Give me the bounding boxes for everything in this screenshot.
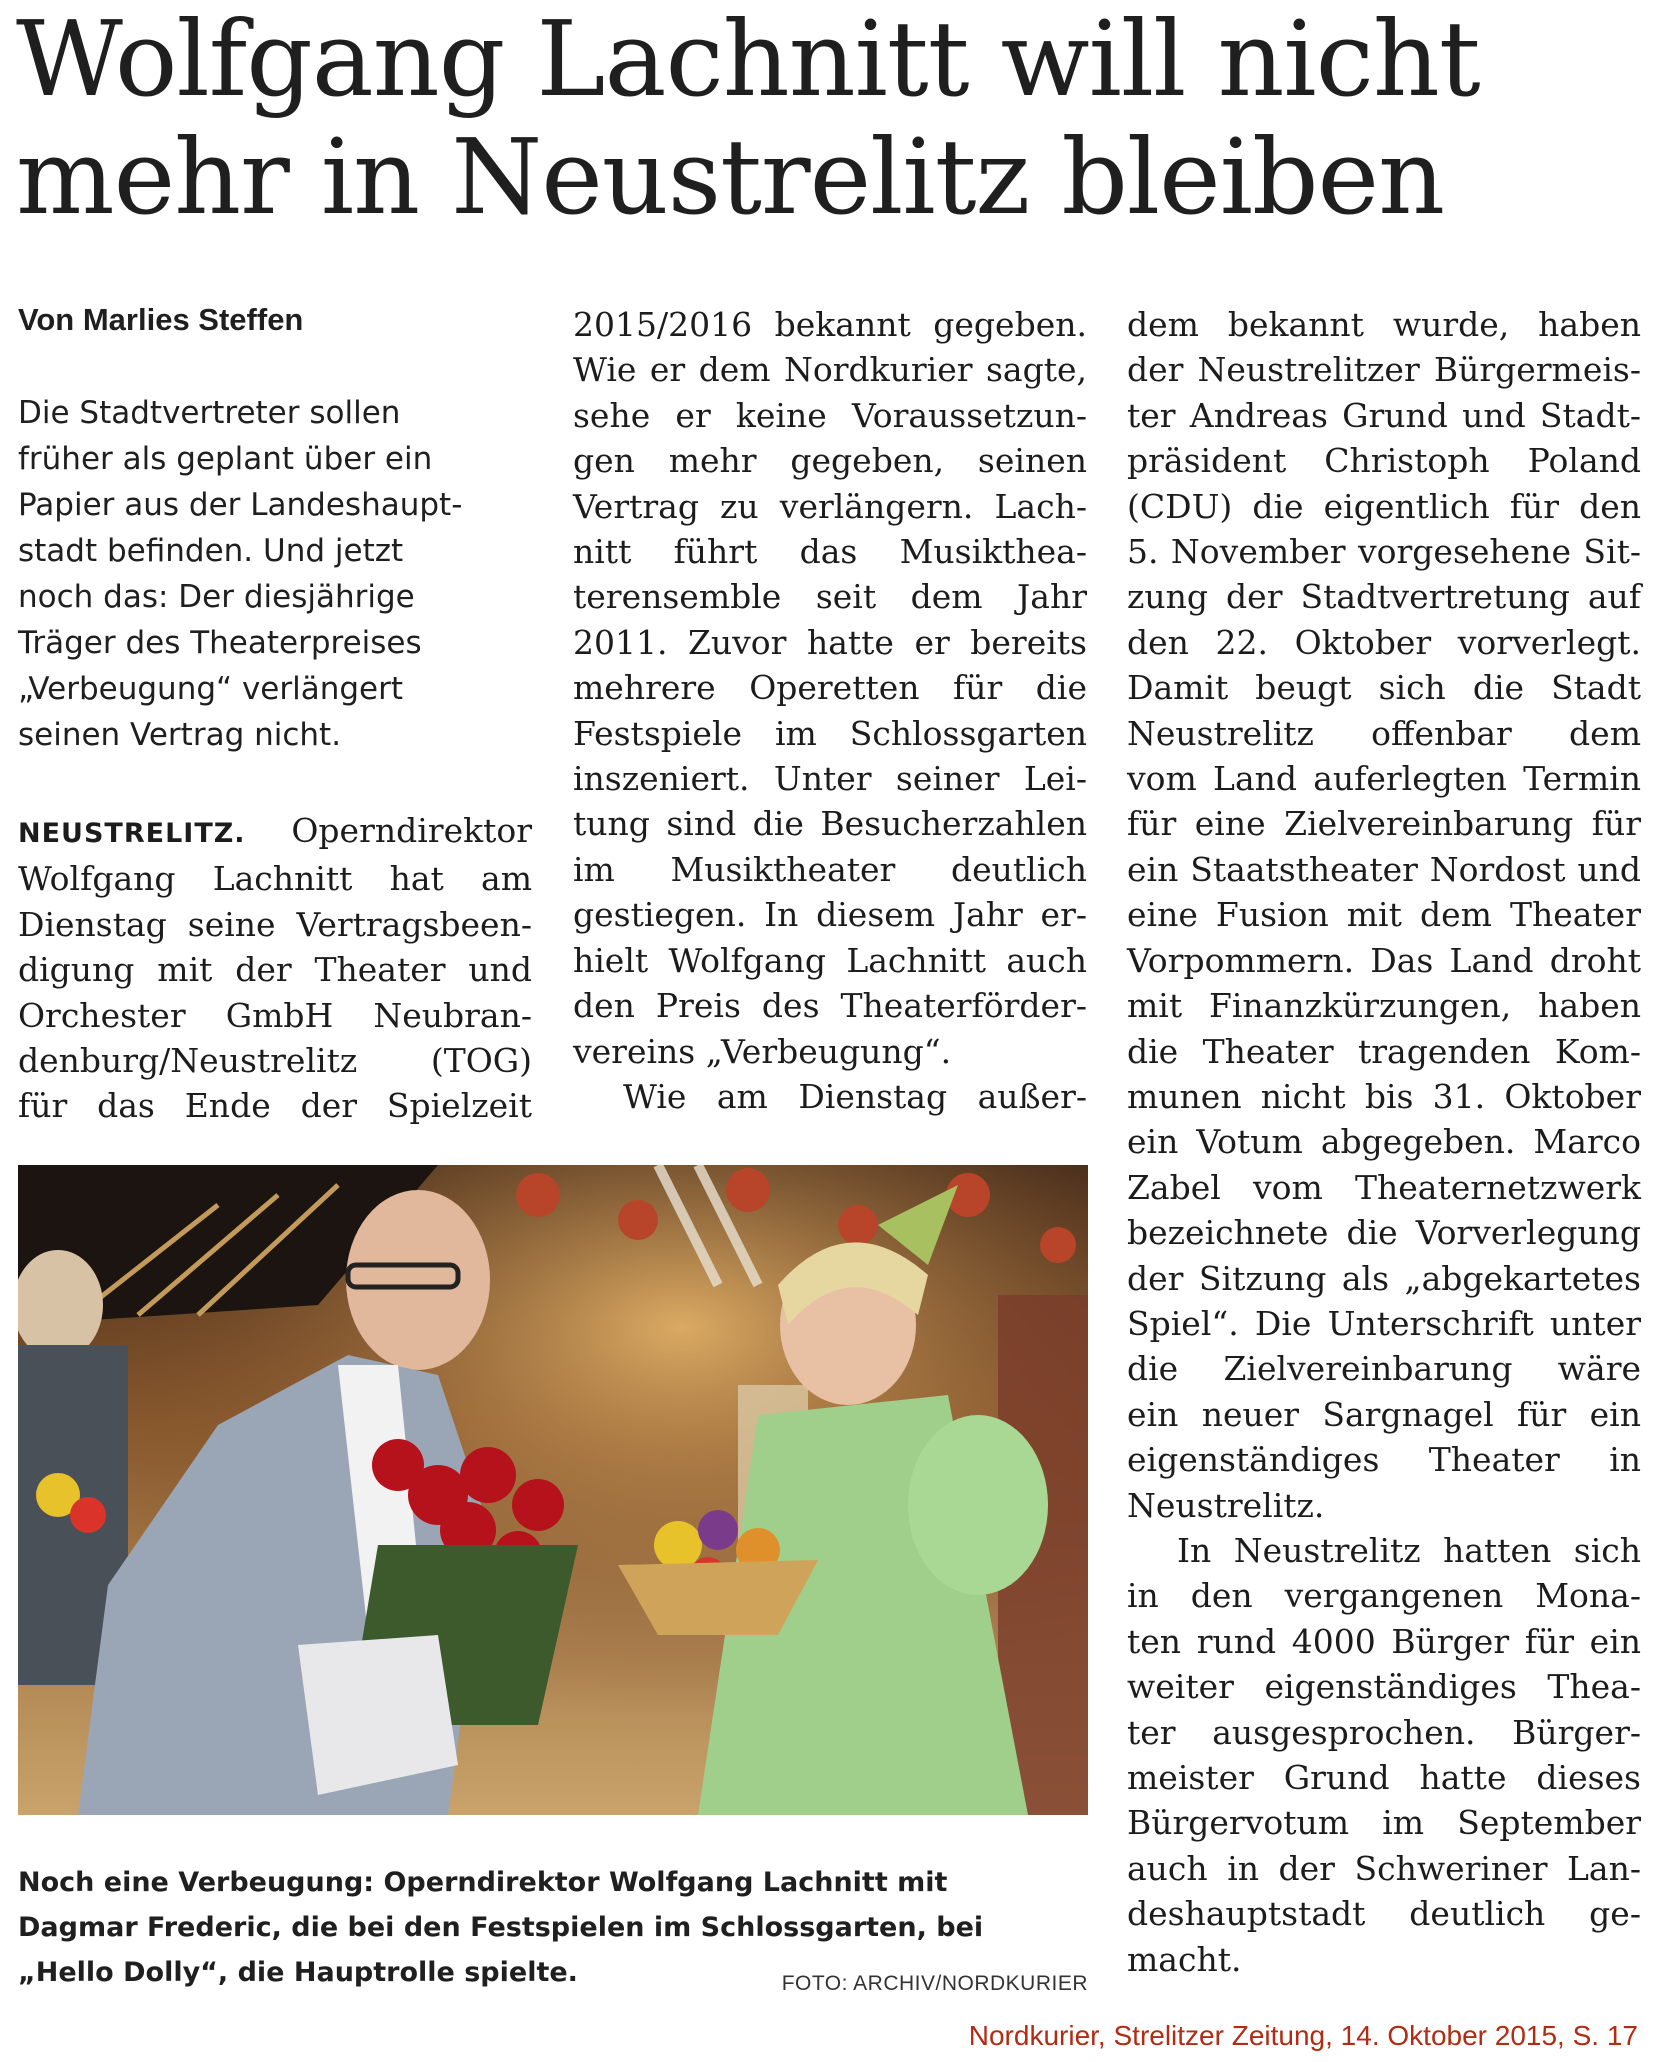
body-line: 5. November vorgesehene Sit- <box>1127 532 1641 572</box>
body-line: den 22. Oktober vorverlegt. <box>1127 622 1641 662</box>
body-line: Neustrelitz offenbar dem <box>1127 713 1641 753</box>
teaser-line: stadt befinden. Und jetzt <box>18 533 404 569</box>
teaser-line: früher als geplant über ein <box>18 441 433 477</box>
body-line: Damit beugt sich die Stadt <box>1127 668 1641 708</box>
body-line: 2011. Zuvor hatte er bereits <box>573 622 1087 662</box>
body-line: auch in der Schweriner Lan- <box>1127 1848 1641 1888</box>
body-line: vom Land auferlegten Termin <box>1127 759 1641 799</box>
article-photo <box>18 1165 1088 1815</box>
teaser-line: Träger des Theaterpreises <box>18 625 422 661</box>
body-line: ein Votum abgegeben. Marco <box>1127 1122 1641 1162</box>
body-line: In Neustrelitz hatten sich <box>1177 1530 1641 1570</box>
body-line: inszeniert. Unter seiner Lei- <box>573 759 1087 799</box>
body-line: zung der Stadtvertretung auf <box>1127 577 1641 617</box>
body-line: mit Finanzkürzungen, haben <box>1127 986 1641 1026</box>
body-column-2 <box>573 302 1087 1119</box>
photo-credit: FOTO: ARCHIV/NORDKURIER <box>781 1972 1088 1995</box>
body-line: bezeichnete die Vorverlegung <box>1127 1213 1641 1253</box>
body-line: munen nicht bis 31. Oktober <box>1127 1076 1641 1116</box>
body-line: (CDU) die eigentlich für den <box>1127 486 1641 526</box>
body-line: Zabel vom Theaternetzwerk <box>1127 1167 1641 1207</box>
body-line: meister Grund hatte dieses <box>1127 1758 1641 1797</box>
caption-line: Noch eine Verbeugung: Operndirektor Wolfgang Lachnitt mit <box>18 1867 948 1898</box>
teaser <box>18 390 538 758</box>
body-line-text: Operndirektor <box>245 811 532 850</box>
body-line: die Theater tragenden Kom- <box>1127 1031 1641 1071</box>
body-line: in den vergangenen Mona- <box>1127 1576 1641 1616</box>
body-line: terensemble seit dem Jahr <box>573 577 1087 617</box>
body-line: eine Fusion mit dem Theater <box>1127 895 1641 935</box>
body-line: Dienstag seine Vertragsbeen- <box>18 904 532 944</box>
body-line: macht. <box>1127 1939 1242 1979</box>
body-line: Wolfgang Lachnitt hat am <box>18 859 532 899</box>
byline: Von Marlies Steffen <box>18 302 304 337</box>
body-line: präsident Christoph Poland <box>1127 441 1641 481</box>
body-column-1 <box>18 808 532 1129</box>
caption-line: „Hello Dolly“, die Hauptrolle spielte. <box>18 1957 578 1988</box>
body-line: tung sind die Besucherzahlen <box>573 804 1087 844</box>
body-line: deshauptstadt deutlich ge- <box>1127 1894 1641 1934</box>
body-line: ten rund 4000 Bürger für ein <box>1127 1621 1641 1661</box>
body-line: ein Staatstheater Nordost und <box>1127 849 1641 889</box>
headline-line: Wolfgang Lachnitt will nicht <box>16 0 1480 120</box>
body-line: die Zielvereinbarung wäre <box>1127 1349 1641 1389</box>
headline <box>16 0 1646 236</box>
body-line: weiter eigenständiges Thea- <box>1127 1667 1641 1707</box>
body-line: Festspiele im Schlossgarten <box>573 713 1087 753</box>
body-line: Bürgervotum im September <box>1127 1803 1641 1843</box>
teaser-line: Die Stadtvertreter sollen <box>18 395 401 431</box>
body-line: Orchester GmbH Neubran- <box>18 995 532 1035</box>
body-line: Neustrelitz. <box>1127 1485 1325 1525</box>
body-line: für eine Zielvereinbarung für <box>1127 804 1641 844</box>
body-line: hielt Wolfgang Lachnitt auch <box>573 940 1087 980</box>
body-column-3 <box>1127 302 1641 1982</box>
body-line: digung mit der Theater und <box>18 950 532 990</box>
dateline: NEUSTRELITZ. <box>18 818 246 849</box>
body-line: gen mehr gegeben, seinen <box>573 441 1087 481</box>
teaser-line: Papier aus der Landeshaupt- <box>18 487 463 523</box>
caption-line: Dagmar Frederic, die bei den Festspielen im Schlossgarten, bei <box>18 1912 984 1943</box>
teaser-line: seinen Vertrag nicht. <box>18 717 342 753</box>
body-line: dem bekannt wurde, haben <box>1127 305 1641 344</box>
body-line: Wie er dem Nordkurier sagte, <box>573 350 1087 390</box>
body-line: der Neustrelitzer Bürgermeis- <box>1127 350 1641 390</box>
body-line: 2015/2016 bekannt gegeben. <box>573 305 1087 344</box>
body-line: gestiegen. In diesem Jahr er- <box>573 895 1087 935</box>
body-line: ter Andreas Grund und Stadt- <box>1127 395 1641 435</box>
body-line: der Sitzung als „abgekartetes <box>1127 1258 1641 1298</box>
body-line: sehe er keine Voraussetzun- <box>573 395 1087 435</box>
body-line: nitt führt das Musikthea- <box>573 532 1087 572</box>
body-line: Vertrag zu verlängern. Lach- <box>573 486 1087 526</box>
body-line: im Musiktheater deutlich <box>573 849 1087 889</box>
body-line: Spiel“. Die Unterschrift unter <box>1127 1303 1641 1343</box>
body-line: ter ausgesprochen. Bürger- <box>1127 1712 1641 1752</box>
body-line <box>18 808 532 856</box>
body-line: den Preis des Theaterförder- <box>573 986 1087 1026</box>
body-line: ein neuer Sargnagel für ein <box>1127 1394 1641 1434</box>
body-line: eigenständiges Theater in <box>1127 1440 1641 1480</box>
body-line: für das Ende der Spielzeit <box>18 1086 532 1126</box>
body-line: Vorpommern. Das Land droht <box>1127 940 1641 980</box>
teaser-line: „Verbeugung“ verlängert <box>18 671 404 707</box>
headline-line: mehr in Neustrelitz bleiben <box>16 116 1445 238</box>
teaser-line: noch das: Der diesjährige <box>18 579 415 615</box>
source-citation: Nordkurier, Strelitzer Zeitung, 14. Oktober 2015, S. 17 <box>968 2020 1638 2051</box>
body-line: vereins „Verbeugung“. <box>573 1031 952 1071</box>
body-line: denburg/Neustrelitz (TOG) <box>18 1041 532 1081</box>
photo-illustration <box>18 1165 1088 1815</box>
body-line: Wie am Dienstag außer- <box>623 1076 1087 1116</box>
body-line: mehrere Operetten für die <box>573 668 1087 708</box>
